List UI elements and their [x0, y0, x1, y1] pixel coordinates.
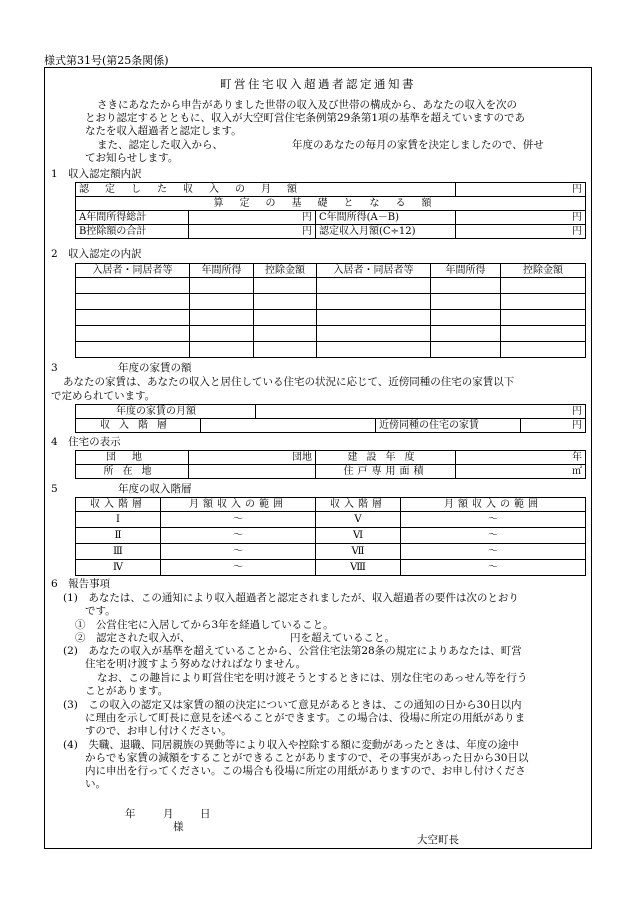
rent-monthly-yen: 円 [256, 405, 586, 419]
breakdown-col-resident-1: 入居者・同居者等 [76, 264, 190, 278]
deduction-total-yen: 円 [189, 225, 316, 239]
tier-5: Ⅴ [316, 512, 401, 528]
breakdown-col-deduction-1: 控除金額 [254, 264, 317, 278]
certified-monthly-yen: 円 [456, 225, 586, 239]
intro-line-4a: また、認定した収入から、 [97, 139, 223, 151]
intro-line-4b: 年度のあなたの毎月の家賃を決定しましたので、併せ [292, 139, 544, 151]
table-row [76, 326, 586, 342]
table-row [76, 278, 586, 294]
intro-line-1: さきにあなたから申告がありました世帯の収入及び世帯の構成から、あなたの収入を次の [97, 99, 517, 111]
section-3-body-1: あなたの家賃は、あなたの収入と居住している住宅の状況に応じて、近傍同種の住宅の家賃以下 [63, 376, 515, 388]
section-2-heading: 2 収入認定の内訳 [51, 248, 142, 260]
income-tier-table [75, 497, 586, 576]
intro-line-5: てお知らせします。 [85, 152, 179, 164]
section-5-number: 5 [51, 483, 58, 495]
section-1-heading: 1 収入認定額内訳 [51, 168, 142, 180]
tier-4: Ⅳ [76, 560, 161, 576]
tier-3-range: ～ [161, 544, 316, 560]
annual-income-yen: 円 [456, 211, 586, 225]
footer-day: 日 [200, 808, 211, 820]
report-item-2-line-b: 住宅を明け渡すよう努めなければなりません。 [85, 658, 307, 670]
table-row [76, 294, 586, 310]
table-row [76, 528, 586, 544]
report-item-4-line-a: (4) 失職、退職、同居親族の異動等により収入や控除する額に変動があったときは、年度の途中 [63, 739, 519, 751]
income-certification-table [75, 182, 586, 239]
construction-year-unit: 年 [456, 451, 586, 465]
tier-2: Ⅱ [76, 528, 161, 544]
report-item-2-line-d: ことがあります。 [85, 685, 169, 697]
income-tier-label: 収入階層 [100, 419, 176, 431]
section-6-heading: 6 報告事項 [51, 578, 111, 590]
housing-table [75, 450, 586, 479]
range-col-right: 月額収入の範囲 [444, 498, 542, 510]
danchi-label: 団地 [106, 451, 158, 463]
section-3-body-2: で定められています。 [51, 390, 156, 402]
area-unit: ㎡ [456, 465, 586, 479]
intro-line-3: なたを収入超過者と認定します。 [85, 125, 242, 137]
form-number: 様式第31号(第25条関係) [44, 54, 169, 67]
footer-year: 年 [125, 808, 136, 820]
report-item-3-line-c: すので、お申し付けください。 [85, 725, 232, 737]
report-item-2-line-a: (2) あなたの収入が基準を超えていることから、公営住宅法第28条の規定によりあなたは、町営 [63, 645, 522, 657]
table-row [76, 342, 586, 358]
section-5-heading: 年度の収入階層 [118, 483, 192, 495]
deduction-total-label: B控除額の合計 [76, 225, 189, 239]
section-3-heading: 年度の家賃の額 [118, 362, 192, 374]
annual-income-total-label: A年間所得総計 [76, 211, 189, 225]
nearby-rent-label: 近傍同種の住宅の家賃 [376, 419, 521, 433]
address-label: 所在地 [103, 465, 161, 477]
certified-monthly-label: 認定収入月額(C÷12) [316, 225, 456, 239]
table-row [76, 512, 586, 528]
report-item-1-sub-2b: 円を超えていること。 [290, 632, 395, 644]
tier-6-range: ～ [401, 528, 586, 544]
table-row [76, 560, 586, 576]
breakdown-col-resident-2: 入居者・同居者等 [317, 264, 431, 278]
breakdown-col-deduction-2: 控除金額 [501, 264, 586, 278]
report-item-1-line-a: (1) あなたは、この通知により収入超過者と認定されましたが、収入超過者の要件は次のとおり [63, 592, 519, 604]
rent-monthly-label: 年度の家賃の月額 [76, 405, 256, 419]
tier-3: Ⅲ [76, 544, 161, 560]
monthly-income-label: 認定した収入の月額 [79, 183, 313, 195]
tier-5-range: ～ [401, 512, 586, 528]
report-item-4-line-b: からでも家賃の減額をすることができることがありますので、その事実があった日から30日以 [85, 752, 529, 764]
intro-line-2: とおり認定するとともに、収入が大空町営住宅条例第29条第1項の基準を超えていますのであ [85, 112, 526, 124]
report-item-3-line-a: (3) この収入の認定又は家賃の額の決定について意見があるときは、この通知の日から30日以内 [63, 699, 522, 711]
income-breakdown-table [75, 263, 586, 358]
tier-7: Ⅶ [316, 544, 401, 560]
report-item-4-line-d: い。 [85, 778, 106, 790]
footer-recipient-honorific: 様 [173, 821, 184, 833]
construction-year-label: 建設年度 [347, 451, 424, 463]
danchi-suffix: 団地 [189, 451, 316, 465]
document-title: 町営住宅収入超過者認定通知書 [220, 77, 416, 91]
rent-table [75, 404, 586, 433]
tier-7-range: ～ [401, 544, 586, 560]
annual-income-label: C年間所得(A－B) [316, 211, 456, 225]
table-row [76, 544, 586, 560]
basis-label: 算定の基礎となる額 [213, 197, 448, 209]
report-item-2-line-c: なお、この趣旨により町営住宅を明け渡そうとするときには、別な住宅のあっせん等を行う [97, 672, 528, 684]
report-item-4-line-c: 内に申出を行ってください。この場合も役場に所定の用紙がありますので、お申し付けくださ [85, 765, 526, 777]
breakdown-col-income-1: 年間所得 [190, 264, 254, 278]
tier-col-right: 収入階層 [330, 498, 386, 510]
notice-frame [44, 67, 592, 849]
monthly-income-yen: 円 [456, 183, 586, 197]
report-item-1-sub-1: ① 公営住宅に入居してから3年を経過していること。 [75, 619, 334, 631]
section-3-number: 3 [51, 362, 58, 374]
nearby-rent-yen: 円 [521, 419, 586, 433]
report-item-3-line-b: に理由を示して町長に意見を述べることができます。この場合は、役場に所定の用紙がありま [85, 712, 526, 724]
footer-month: 月 [163, 808, 174, 820]
section-4-heading: 4 住宅の表示 [51, 436, 121, 448]
tier-col-left: 収入階層 [90, 498, 146, 510]
tier-1: Ⅰ [76, 512, 161, 528]
table-row [76, 310, 586, 326]
tier-4-range: ～ [161, 560, 316, 576]
range-col-left: 月額収入の範囲 [189, 498, 287, 510]
tier-1-range: ～ [161, 512, 316, 528]
tier-2-range: ～ [161, 528, 316, 544]
tier-6: Ⅵ [316, 528, 401, 544]
annual-income-total-yen: 円 [189, 211, 316, 225]
footer-mayor: 大空町長 [417, 834, 459, 846]
report-item-1-line-b: です。 [85, 605, 116, 617]
report-item-1-sub-2a: ② 認定された収入が、 [75, 632, 191, 644]
breakdown-col-income-2: 年間所得 [431, 264, 501, 278]
tier-8: Ⅷ [316, 560, 401, 576]
tier-8-range: ～ [401, 560, 586, 576]
area-label: 住戸専用面積 [343, 465, 428, 477]
